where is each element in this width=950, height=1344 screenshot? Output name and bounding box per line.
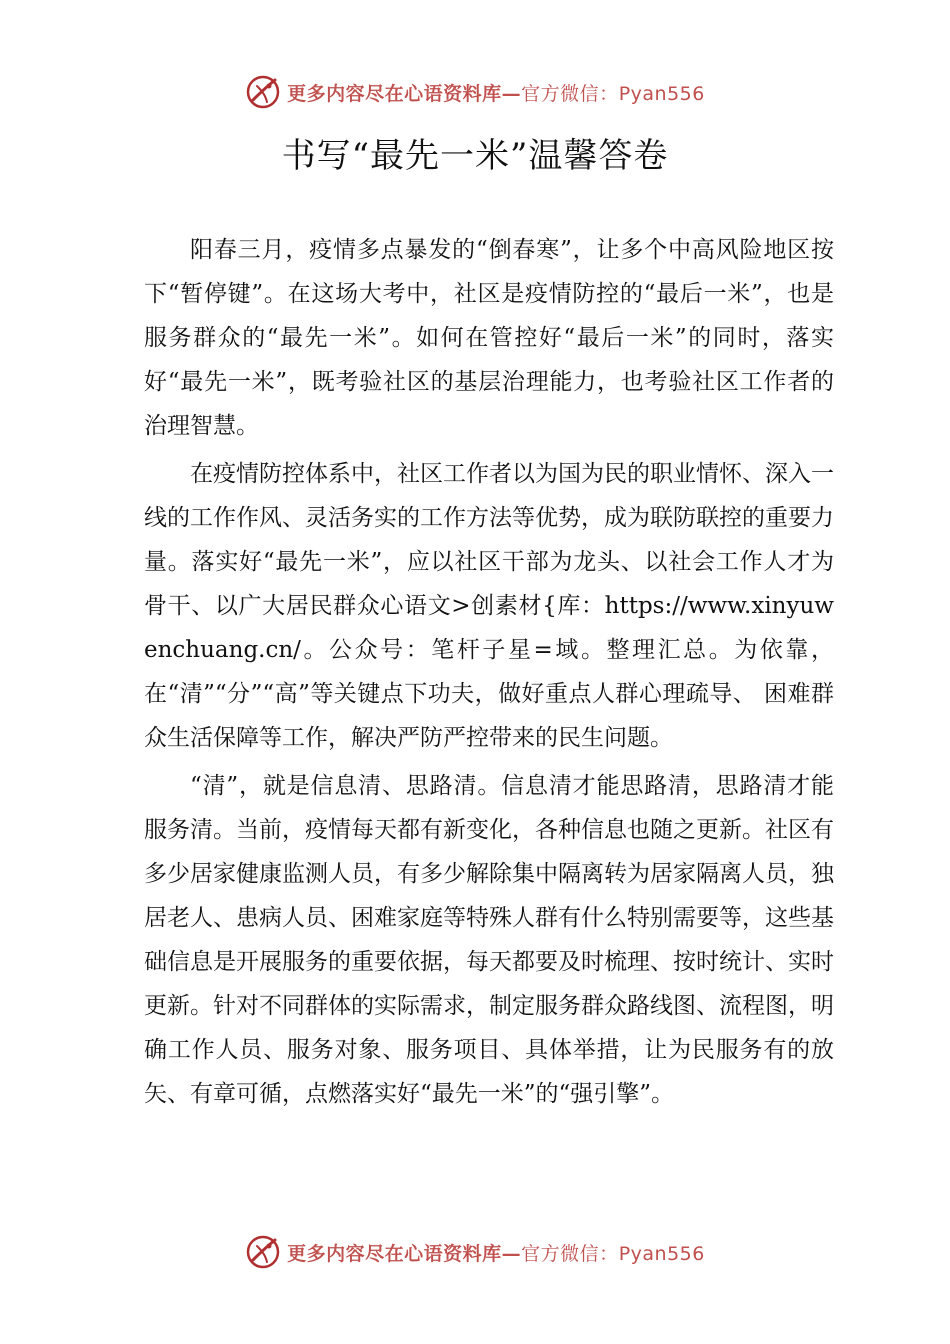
paragraph-1: 阳春三月，疫情多点暴发的“倒春寒”，让多个中高风险地区按下“暂停键”。在这场大考中，社区是疫情防控的“最后一米”，也是服务群众的“最先一米”。如何在管控好“最后一米”的同时，落实好“最先一米”，既考验社区的基层治理能力，也考验社区工作者的治理智慧。 bbox=[144, 237, 834, 439]
watermark-official: 官方微信： bbox=[521, 1242, 619, 1265]
watermark-text bbox=[287, 79, 705, 106]
watermark-text bbox=[287, 1239, 705, 1266]
watermark-account: Pyan556 bbox=[618, 82, 705, 105]
watermark-main: 更多内容尽在心语资料库 bbox=[287, 1242, 502, 1265]
logo-icon bbox=[245, 1234, 281, 1270]
watermark-main: 更多内容尽在心语资料库 bbox=[287, 82, 502, 105]
header-watermark bbox=[0, 72, 950, 112]
paragraph-2: 在疫情防控体系中，社区工作者以为国为民的职业情怀、深入一线的工作作风、灵活务实的工作方法等优势，成为联防联控的重要力量。落实好“最先一米”，应以社区干部为龙头、以社会工作人才为骨干、以广大居民群众心语文>创素材{库：https://www.xinyuwenchuang.cn/。公众号：笔杆子星=域。整理汇总。为依靠，在“清”“分”“高”等关键点下功夫，做好重点人群心理疏导、 困难群众生活保障等工作，解决严防严控带来的民生问题。 bbox=[144, 461, 834, 751]
watermark-official: 官方微信： bbox=[521, 82, 619, 105]
footer-watermark bbox=[0, 1232, 950, 1272]
watermark-separator: — bbox=[501, 1242, 522, 1265]
document-title: 书写“最先一米”温馨答卷 bbox=[281, 136, 669, 176]
watermark-account: Pyan556 bbox=[618, 1242, 705, 1265]
document-body bbox=[144, 228, 834, 1120]
logo-icon bbox=[245, 74, 281, 110]
watermark-separator: — bbox=[501, 82, 522, 105]
paragraph-3: “清”，就是信息清、思路清。信息清才能思路清，思路清才能服务清。当前，疫情每天都有新变化，各种信息也随之更新。社区有多少居家健康监测人员，有多少解除集中隔离转为居家隔离人员，独居老人、患病人员、困难家庭等特殊人群有什么特别需要等，这些基础信息是开展服务的重要依据，每天都要及时梳理、按时统计、实时更新。针对不同群体的实际需求，制定服务群众路线图、流程图，明确工作人员、服务对象、服务项目、具体举措，让为民服务有的放矢、有章可循，点燃落实好“最先一米”的“强引擎”。 bbox=[144, 773, 834, 1107]
